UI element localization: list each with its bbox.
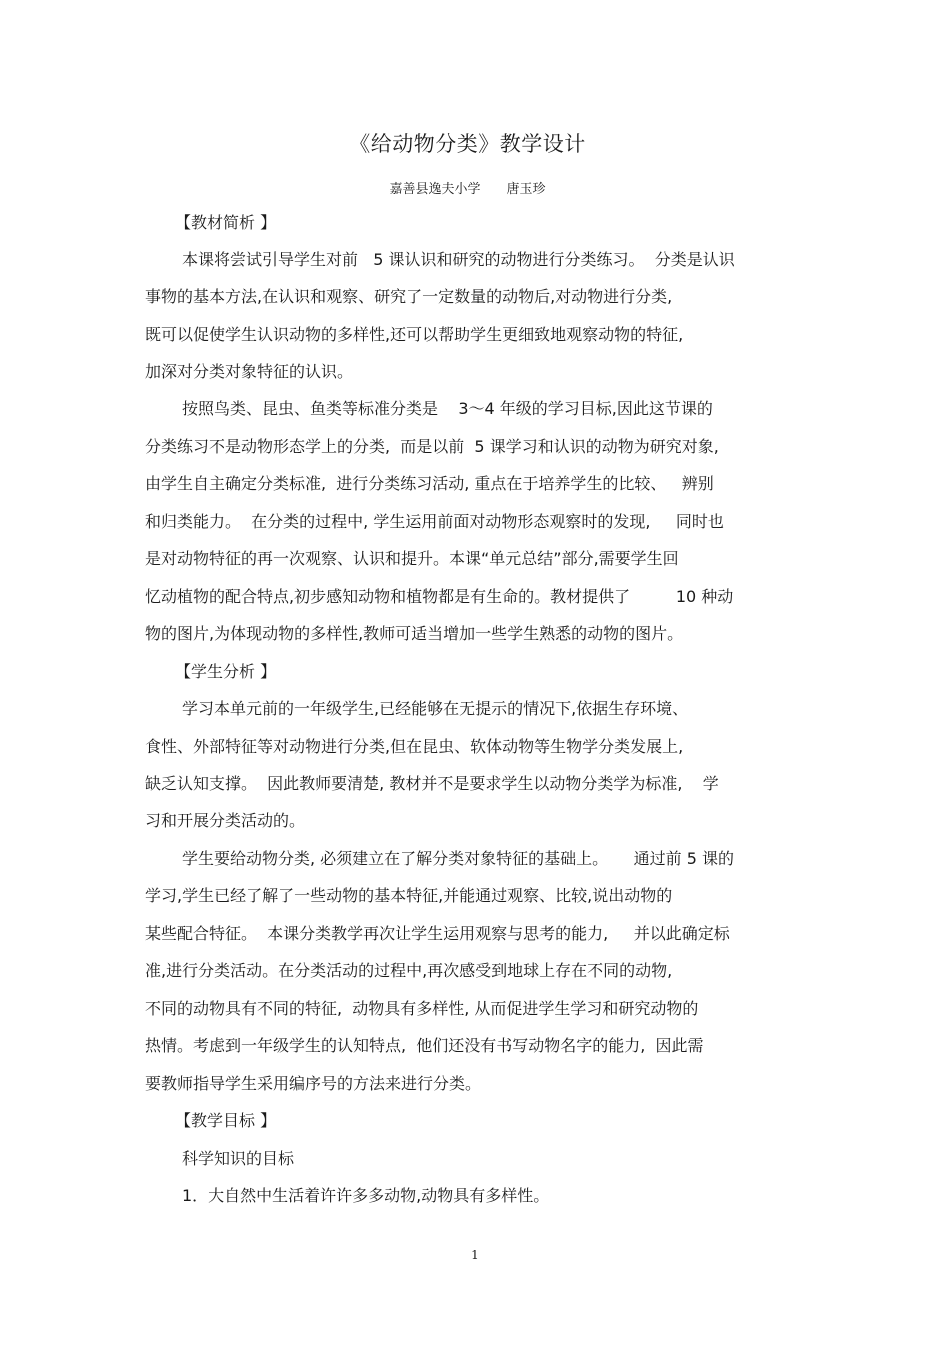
section-heading-teaching-goals: 【教学目标 】 <box>175 1111 277 1130</box>
author-name: 唐玉珍 <box>506 182 546 197</box>
section-heading-textbook-analysis: 【教材简析 】 <box>175 213 277 232</box>
paragraph-line: 不同的动物具有不同的特征, 动物具有多样性, 从而促进学生学习和研究动物的 <box>145 999 699 1018</box>
paragraph-line: 分类练习不是动物形态学上的分类, 而是以前 5 课学习和认识的动物为研究对象, <box>145 437 719 456</box>
paragraph-line: 热情。考虑到一年级学生的认知特点, 他们还没有书写动物名字的能力, 因此需 <box>145 1036 704 1055</box>
paragraph-line: 事物的基本方法,在认识和观察、研究了一定数量的动物后,对动物进行分类, <box>145 287 673 306</box>
paragraph-line: 既可以促使学生认识动物的多样性,还可以帮助学生更细致地观察动物的特征, <box>145 325 684 344</box>
paragraph-line: 准,进行分类活动。在分类活动的过程中,再次感受到地球上存在不同的动物, <box>145 961 673 980</box>
paragraph-line: 本课将尝试引导学生对前 5 课认识和研究的动物进行分类练习。 分类是认识 <box>182 250 735 269</box>
paragraph-line: 学生要给动物分类, 必须建立在了解分类对象特征的基础上。 通过前 5 课的 <box>182 849 734 868</box>
subheading-knowledge-goals: 科学知识的目标 <box>182 1149 295 1168</box>
paragraph-line: 学习,学生已经了解了一些动物的基本特征,并能通过观察、比较,说出动物的 <box>145 886 673 905</box>
paragraph-line: 按照鸟类、昆虫、鱼类等标准分类是 3～4 年级的学习目标,因此这节课的 <box>182 399 713 418</box>
paragraph-line: 和归类能力。 在分类的过程中, 学生运用前面对动物形态观察时的发现, 同时也 <box>145 512 724 531</box>
paragraph-line: 某些配合特征。 本课分类教学再次让学生运用观察与思考的能力, 并以此确定标 <box>145 924 730 943</box>
author-school: 嘉善县逸夫小学 <box>389 182 481 197</box>
paragraph-line: 习和开展分类活动的。 <box>145 811 306 830</box>
section-heading-student-analysis: 【学生分析 】 <box>175 662 277 681</box>
paragraph-line: 忆动植物的配合特点,初步感知动物和植物都是有生命的。教材提供了 10 种动 <box>145 587 734 606</box>
document-title: 《给动物分类》教学设计 <box>349 132 586 156</box>
paragraph-line: 食性、外部特征等对动物进行分类,但在昆虫、软体动物等生物学分类发展上, <box>145 737 684 756</box>
author-line <box>0 178 935 197</box>
page-number: 1 <box>471 1248 479 1262</box>
goal-item-1: 1．大自然中生活着许许多多动物,动物具有多样性。 <box>182 1186 550 1205</box>
paragraph-line: 缺乏认知支撑。 因此教师要清楚, 教材并不是要求学生以动物分类学为标准, 学 <box>145 774 719 793</box>
paragraph-line: 加深对分类对象特征的认识。 <box>145 362 354 381</box>
paragraph-line: 是对动物特征的再一次观察、认识和提升。本课“单元总结”部分,需要学生回 <box>145 549 679 568</box>
paragraph-line: 由学生自主确定分类标准, 进行分类练习活动, 重点在于培养学生的比较、 辨别 <box>145 474 714 493</box>
paragraph-line: 学习本单元前的一年级学生,已经能够在无提示的情况下,依据生存环境、 <box>182 699 689 718</box>
paragraph-line: 要教师指导学生采用编序号的方法来进行分类。 <box>145 1074 482 1093</box>
paragraph-line: 物的图片,为体现动物的多样性,教师可适当增加一些学生熟悉的动物的图片。 <box>145 624 684 643</box>
